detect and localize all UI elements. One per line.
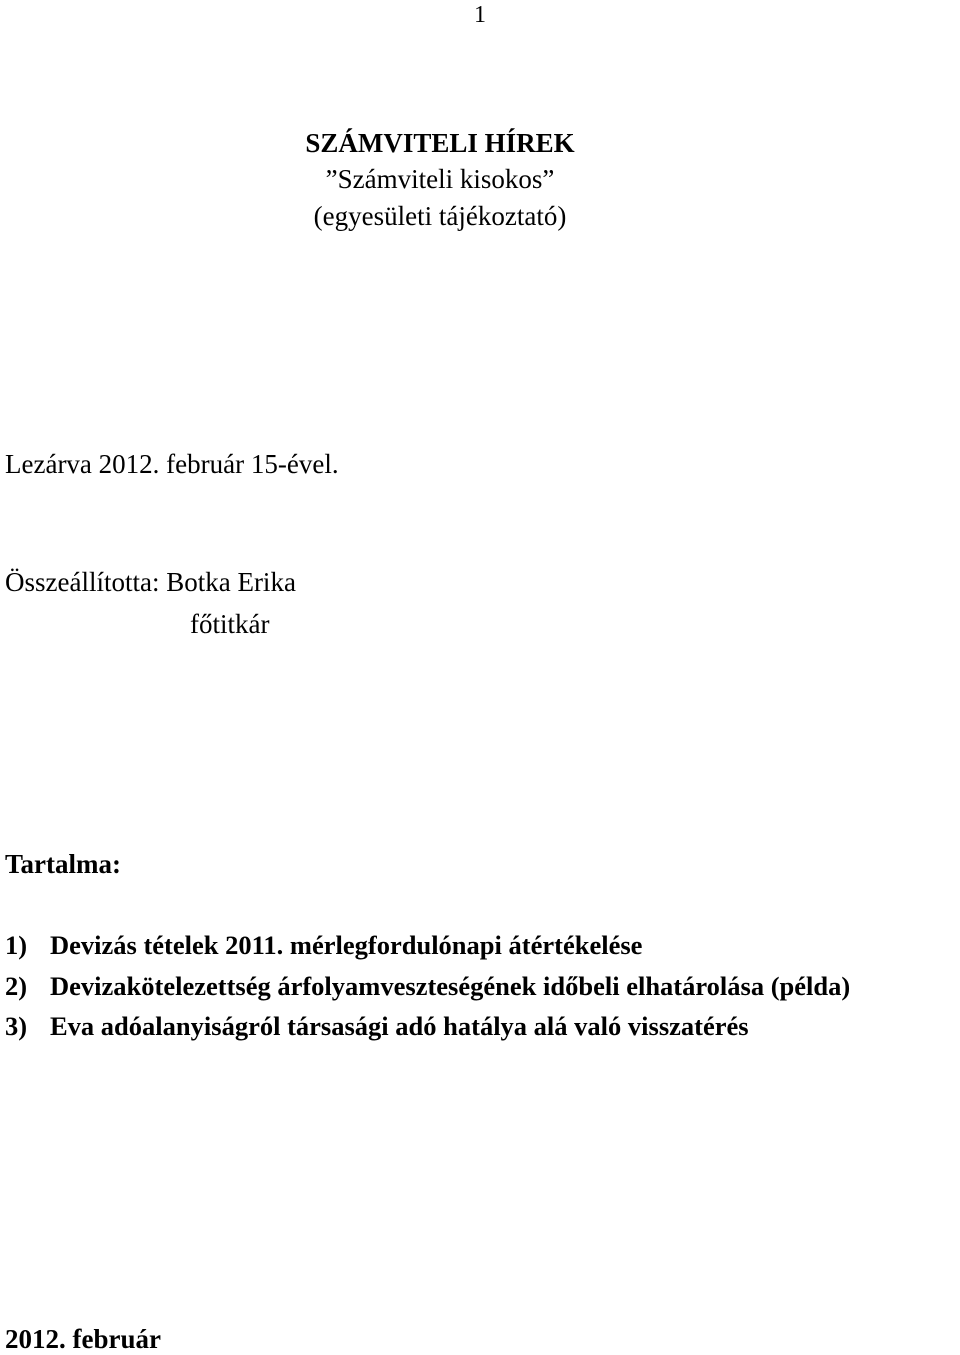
footer-date: 2012. február [5,1324,161,1354]
document-subtitle-note: (egyesületi tájékoztató) [313,201,567,231]
contents-item [5,925,850,966]
compiled-by-line: Összeállította: Botka Erika [5,567,296,597]
contents-item-number: 3) [5,1011,28,1041]
closed-date-line: Lezárva 2012. február 15-ével. [5,449,339,479]
contents-item-text: Devizás tételek 2011. mérlegfordulónapi átértékelése [50,930,643,960]
contents-item [5,1006,850,1047]
contents-item-text: Devizakötelezettség árfolyamveszteségének időbeli elhatárolása (példa) [50,970,851,1001]
document-subtitle: ”Számviteli kisokos” [325,164,555,194]
contents-heading: Tartalma: [5,849,121,879]
contents-list [5,925,850,1047]
title-block [0,128,880,233]
page-number: 1 [474,2,486,28]
document-title: SZÁMVITELI HÍREK [305,128,575,158]
contents-item-text: Eva adóalanyiságról társasági adó hatálya alá való visszatérés [50,1011,749,1041]
contents-item-number: 2) [5,970,28,1001]
contents-item [5,966,850,1007]
author-role: főtitkár [190,609,270,639]
contents-item-number: 1) [5,930,28,960]
